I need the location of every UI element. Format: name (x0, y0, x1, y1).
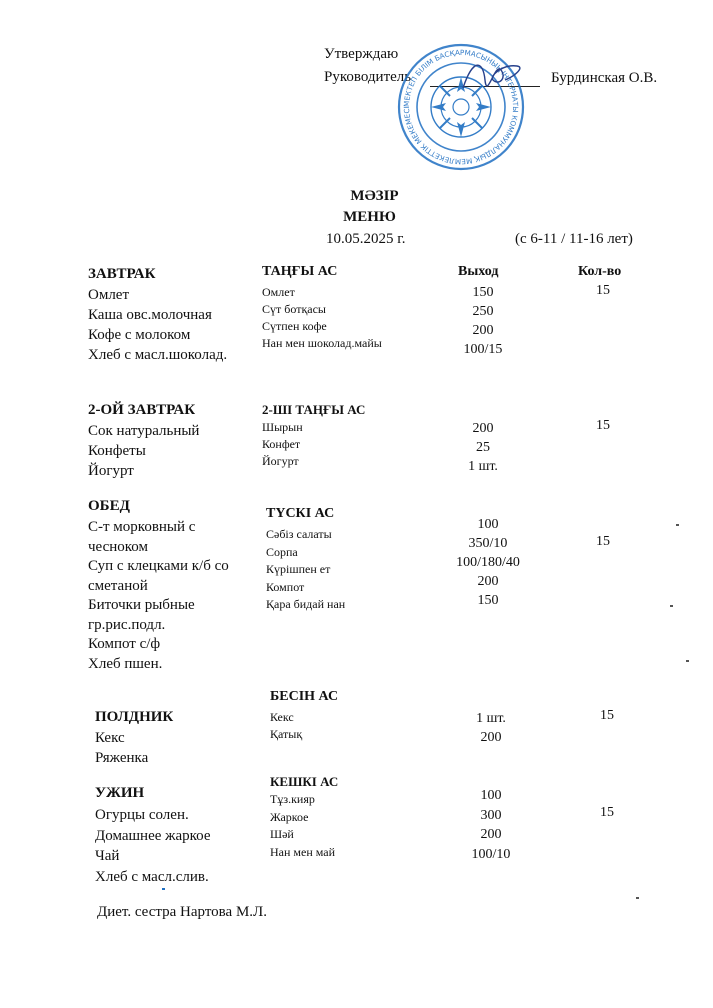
yield-value: 150 (472, 285, 494, 300)
director-label: Руководитель (324, 69, 412, 85)
yield-value: 100 (477, 517, 499, 532)
yield-value: 350/10 (468, 536, 508, 551)
list-item: Сәбіз салаты (266, 527, 332, 541)
yield-value: 150 (477, 593, 499, 608)
yield-value: 300 (480, 807, 502, 823)
list-item: Омлет (262, 285, 295, 299)
title-kz (0, 188, 713, 205)
list-item: Шырын (262, 420, 303, 434)
lunch-ru-list (88, 518, 229, 674)
list-item: Қатық (270, 727, 303, 741)
list-item: Йогурт (88, 463, 134, 479)
list-item: Кекс (95, 730, 125, 746)
list-item: Хлеб пшен. (88, 655, 163, 672)
snack-yields (446, 709, 536, 747)
dinner-yields (446, 786, 536, 864)
yield-value: 200 (472, 323, 494, 338)
scan-speck (636, 897, 639, 899)
list-item: Нан мен шоколад.майы (262, 336, 382, 350)
second-breakfast-yields (438, 419, 528, 476)
second-breakfast-qty: 15 (596, 418, 610, 433)
section-breakfast-title-kz: ТАҢҒЫ АС (262, 264, 338, 279)
list-item: Огурцы солен. (95, 807, 189, 823)
list-item: Сорпа (266, 544, 298, 559)
yield-value: 25 (476, 440, 490, 455)
breakfast-kz-list (262, 284, 382, 352)
list-item: Омлет (88, 287, 130, 303)
scan-speck (162, 888, 165, 890)
second-breakfast-ru-list (88, 421, 199, 481)
section-dinner-title-ru: УЖИН (95, 785, 145, 801)
yield-value: 200 (480, 730, 502, 745)
lunch-qty: 15 (596, 534, 610, 549)
title-ru (0, 209, 713, 226)
list-item: Сок натуральный (88, 423, 200, 439)
section-snack-title-ru: ПОЛДНИК (95, 709, 174, 725)
list-item: Нан мен май (270, 844, 336, 859)
list-item: Ряженка (95, 750, 149, 766)
column-yield-header: Выход (458, 264, 499, 279)
column-qty-header: Кол-во (578, 264, 622, 279)
dinner-kz-list (270, 791, 335, 861)
yield-value: 200 (480, 827, 502, 842)
section-second-breakfast-title-ru: 2-ОЙ ЗАВТРАК (88, 402, 196, 418)
section-dinner-title-kz: КЕШКІ АС (270, 774, 339, 789)
list-item: Домашнее жаркое (95, 827, 211, 844)
list-item: Хлеб с масл.шоколад. (88, 347, 228, 363)
section-lunch-title-ru: ОБЕД (88, 498, 130, 514)
breakfast-qty: 15 (596, 283, 610, 298)
snack-ru-list (95, 728, 148, 768)
list-item: Кекс (270, 710, 294, 724)
yield-value: 1 шт. (476, 711, 506, 726)
list-item: Каша овс.молочная (88, 307, 212, 323)
scan-speck (686, 660, 689, 662)
list-item: Компот с/ф (88, 636, 161, 652)
list-item: Шәй (270, 827, 294, 841)
list-item: гр.рис.подл. (88, 616, 166, 633)
director-name: Бурдинская О.В. (551, 70, 658, 86)
yield-value: 200 (472, 421, 494, 436)
lunch-yields (443, 515, 533, 610)
dietitian-signature: Диет. сестра Нартова М.Л. (97, 904, 267, 920)
list-item: Күрішпен ет (266, 562, 331, 576)
dinner-qty: 15 (600, 805, 614, 820)
snack-kz-list (270, 709, 302, 743)
breakfast-yields (438, 283, 528, 359)
scan-speck (676, 524, 679, 526)
section-breakfast-title-ru: ЗАВТРАК (88, 266, 156, 282)
list-item: Кофе с молоком (88, 327, 191, 343)
list-item: Йогурт (262, 454, 299, 468)
dinner-ru-list (95, 805, 211, 887)
list-item: Суп с клецками к/б со (88, 558, 229, 574)
signature-icon (455, 50, 535, 100)
yield-value: 100/180/40 (456, 555, 520, 570)
snack-qty: 15 (600, 708, 614, 723)
yield-value: 200 (477, 574, 499, 589)
approve-label: Утверждаю (324, 46, 399, 62)
yield-value: 100/10 (471, 846, 511, 862)
title-ru-text: МЕНЮ (343, 209, 396, 225)
title-kz-text: МӘЗІР (350, 188, 399, 204)
section-lunch-title-kz: ТҮСКІ АС (266, 506, 335, 521)
list-item: С-т морковный с (88, 519, 196, 535)
lunch-kz-list (266, 526, 345, 614)
yield-value: 250 (472, 304, 494, 319)
list-item: Компот (266, 579, 305, 594)
age-range: (с 6-11 / 11-16 лет) (515, 231, 633, 247)
yield-value: 100/15 (463, 342, 503, 357)
list-item: чесноком (88, 538, 148, 555)
yield-value: 1 шт. (468, 459, 498, 474)
list-item: Биточки рыбные (88, 597, 195, 613)
list-item: Чай (95, 848, 120, 864)
list-item: Хлеб с масл.слив. (95, 868, 209, 885)
section-second-breakfast-title-kz: 2-ШІ ТАҢҒЫ АС (262, 402, 366, 417)
list-item: Сүтпен кофе (262, 319, 327, 333)
list-item: Тұз.кияр (270, 792, 315, 806)
second-breakfast-kz-list (262, 419, 303, 470)
list-item: Конфеты (88, 443, 146, 459)
list-item: сметаной (88, 577, 148, 594)
list-item: Сүт ботқасы (262, 302, 326, 316)
list-item: Қара бидай нан (266, 597, 346, 611)
menu-date: 10.05.2025 г. (326, 231, 406, 247)
list-item: Жаркое (270, 809, 309, 824)
section-snack-title-kz: БЕСІН АС (270, 689, 339, 704)
scan-speck (670, 605, 673, 607)
yield-value: 100 (480, 788, 502, 803)
stamp-ring-text: МЕКТЕП БІЛІМ БАСҚАРМАСЫНЫҢ ІНТЕРНАТЫ КОММУНАЛДЫҚ МЕМЛЕКЕТТІК МЕКЕМЕСІ (401, 47, 521, 167)
list-item: Конфет (262, 437, 301, 451)
breakfast-ru-list (88, 285, 227, 365)
